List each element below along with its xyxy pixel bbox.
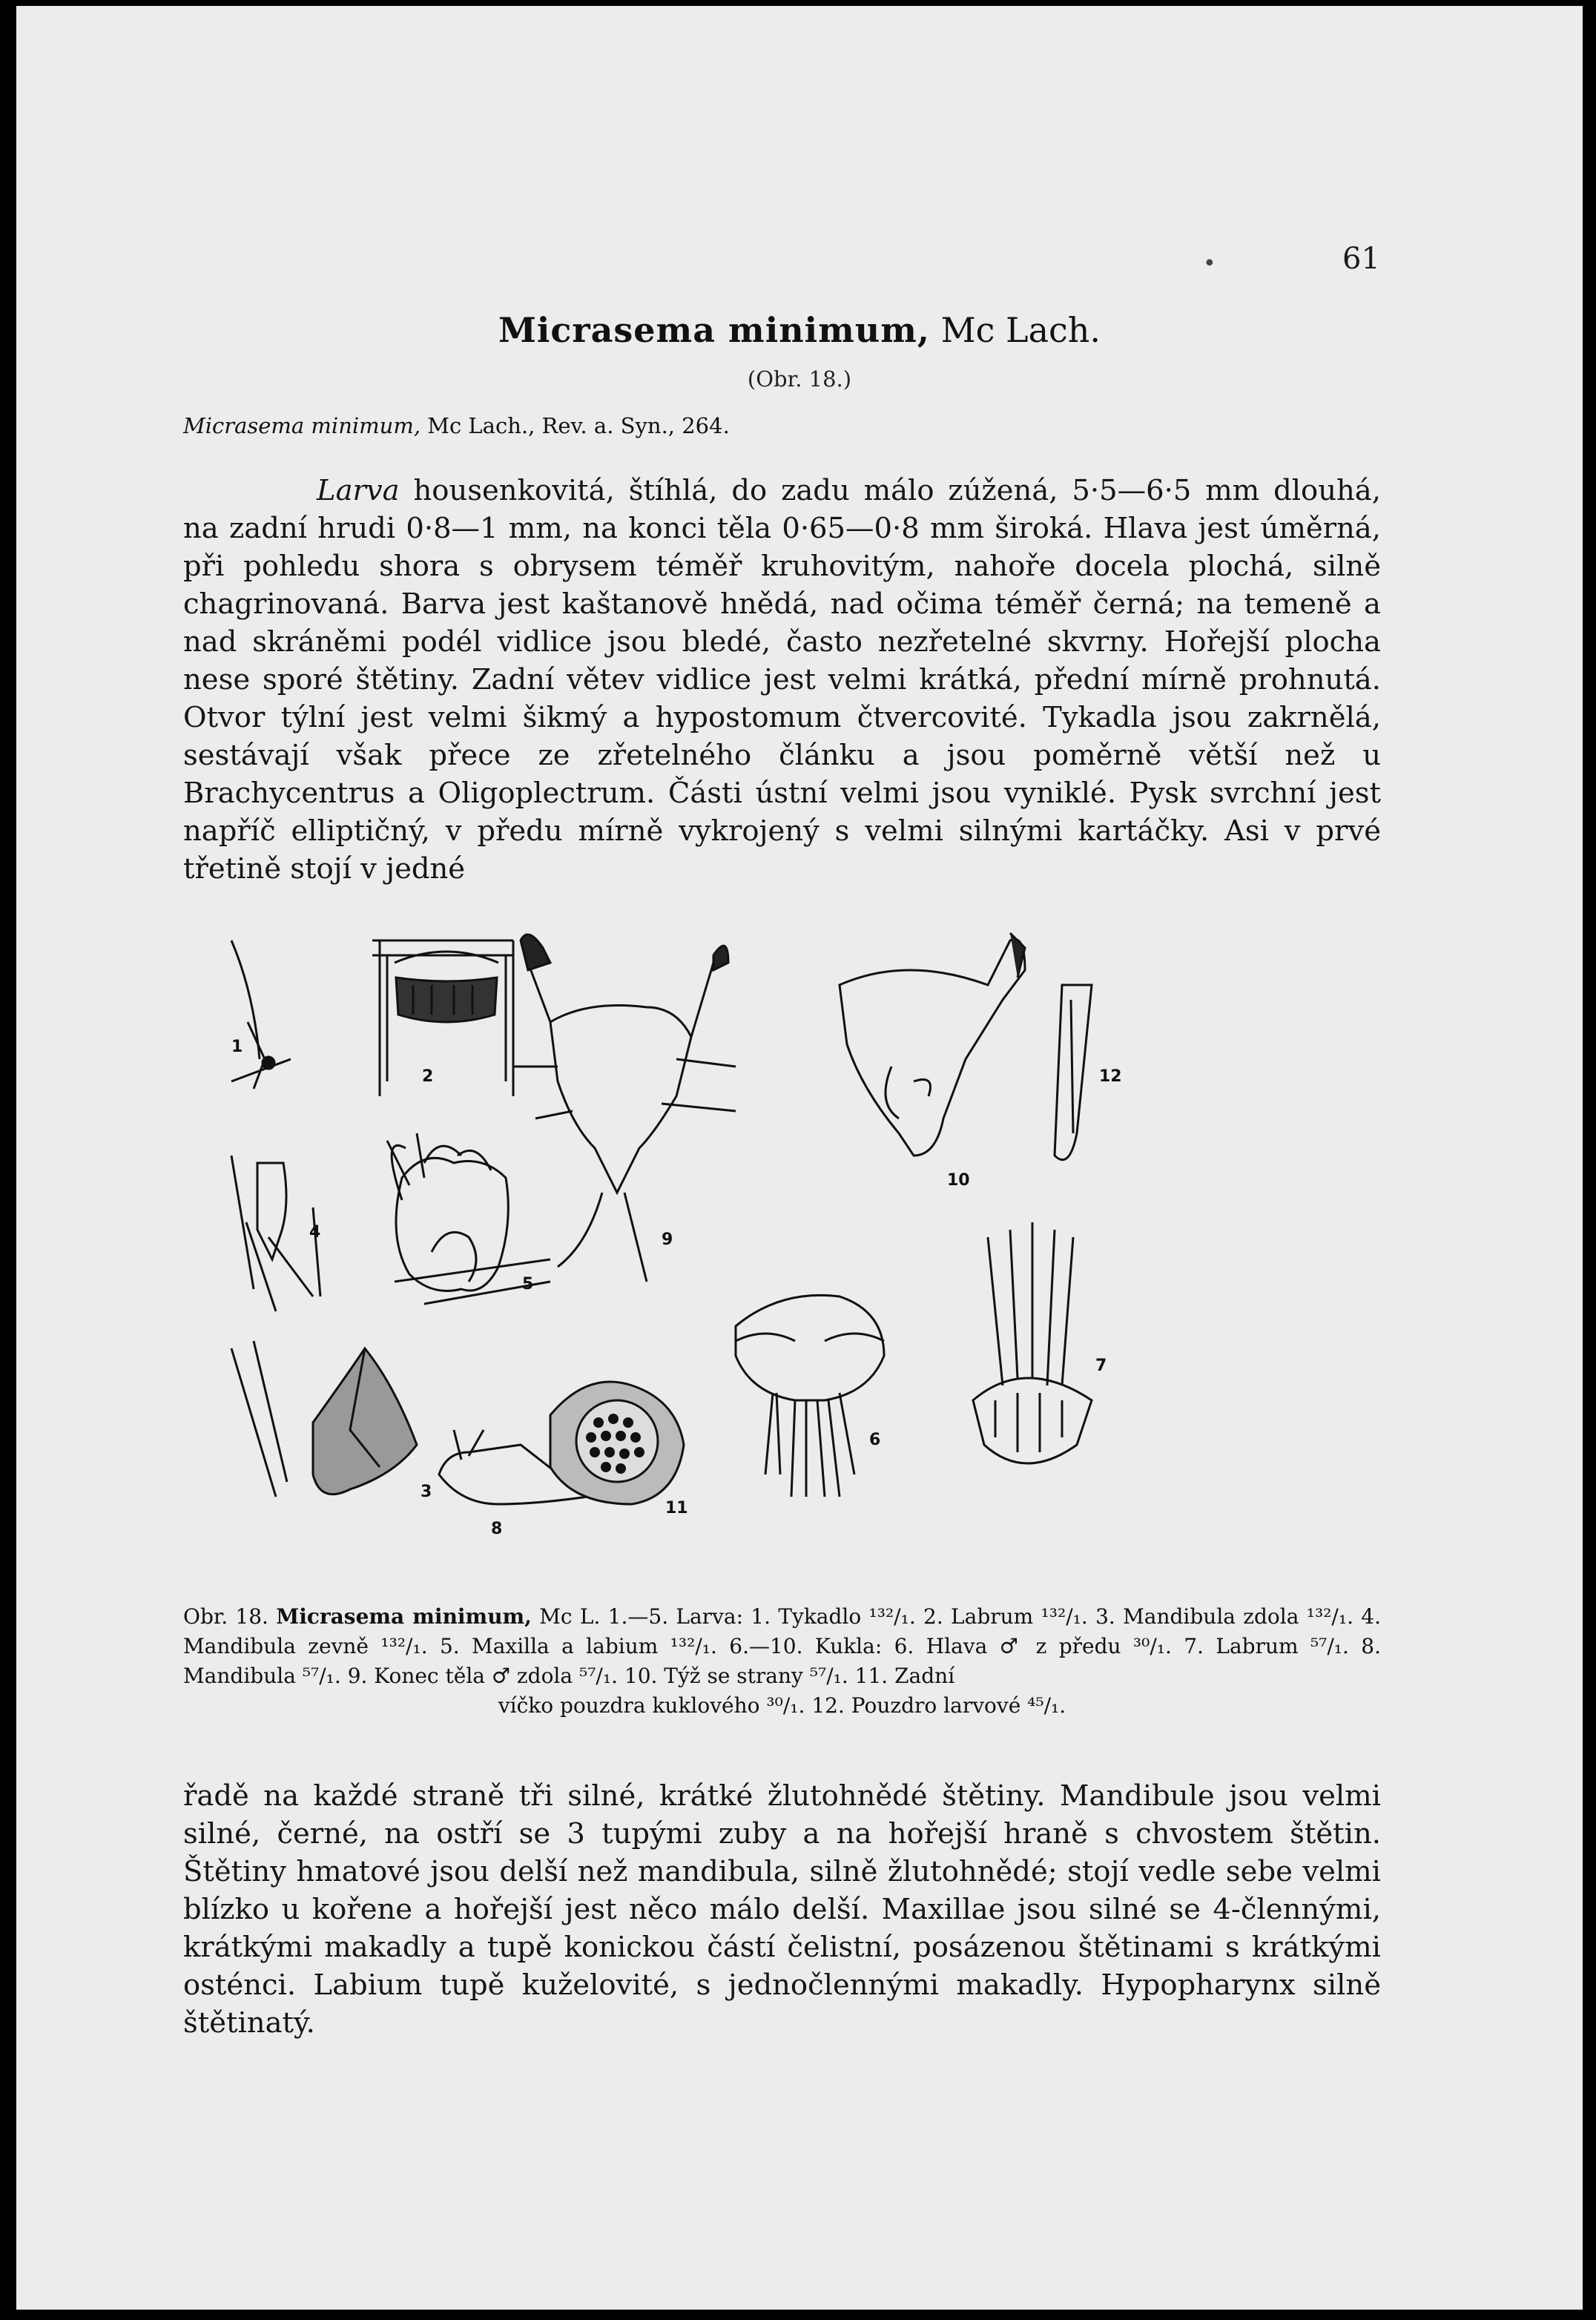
caption-species: Micrasema minimum, (276, 1604, 532, 1629)
fig-label-8: 8 (491, 1520, 503, 1538)
fig-11-pupal-lid (550, 1382, 688, 1517)
fig-5-maxilla-labium (387, 1133, 550, 1304)
caption-line-2: víčko pouzdra kuklového ³⁰/₁. 12. Pouzdro larvové ⁴⁵/₁. (498, 1693, 1066, 1718)
fig-label-3: 3 (421, 1483, 432, 1501)
fig-2-labrum (372, 940, 513, 1096)
print-dot: • (1203, 251, 1216, 277)
fig-label-1: 1 (231, 1038, 243, 1056)
fig-label-6: 6 (869, 1431, 881, 1449)
fig-label-9: 9 (662, 1230, 673, 1249)
caption-line-1: Mc L. 1.—5. Larva: 1. Tykadlo ¹³²/₁. 2. Labrum ¹³²/₁. 3. Mandibula zdola ¹³²/₁. 4. Mandibula zevně ¹³²/₁. 5. Maxilla a labium ¹³²/₁. 6.—10. Kukla: 6. Hlava ♂ z předu ³⁰/₁. 7. Labrum ⁵⁷/₁. 8. Mandibula ⁵⁷/₁. 9. Konec těla ♂ zdola ⁵⁷/₁. 10. Týž se strany ⁵⁷/₁. 11. Zadní (183, 1604, 1381, 1688)
paragraph-1 (183, 472, 1381, 888)
paragraph-2 (183, 1777, 1381, 2042)
figure-caption (183, 1602, 1381, 1721)
fig-10-body-end-side (840, 933, 1025, 1190)
page-number: 61 (1342, 242, 1380, 276)
caption-lead: Obr. 18. (183, 1604, 268, 1629)
fig-label-12: 12 (1099, 1067, 1122, 1086)
fig-label-5: 5 (522, 1275, 534, 1294)
fig-3-mandible-below (231, 1341, 432, 1501)
fig-label-11: 11 (665, 1499, 688, 1517)
paragraph-1-text: housenkovitá, štíhlá, do zadu málo zúžená, 5·5—6·5 mm dlouhá, na zadní hrudi 0·8—1 mm, na konci těla 0·65—0·8 mm široká. Hlava jest úměrná, při pohledu shora s obrysem téměř kruhovitým, nahoře docela plochá, silně chagrinovaná. Barva jest kaštanově hnědá, nad očima téměř černá; na temeně a nad skráněmi podél vidlice jsou bledé, často nezřetelné skvrny. Hořejší plocha nese sporé štětiny. Zadní větev vidlice jest velmi krátká, přední mírně prohnutá. Otvor týlní jest velmi šikmý a hypostomum čtvercovité. Tykadla jsou zakrnělá, sestávají však přece ze zřetelného článku a jsou poměrně větší než u Brachycentrus a Oligoplectrum. Části ústní velmi jsou vyniklé. Pysk svrchní jest napříč elliptičný, v předu mírně vykrojený s velmi silnými kartáčky. Asi v prvé třetině stojí v jedné (183, 474, 1381, 886)
fig-1-antenna (231, 940, 291, 1089)
paragraph-1-lead: Larva (317, 474, 400, 507)
species-title (16, 310, 1583, 350)
fig-label-2: 2 (422, 1067, 434, 1086)
fig-label-4: 4 (309, 1223, 321, 1242)
paragraph-2-text: řadě na každé straně tři silné, krátké žlutohnědé štětiny. Mandibule jsou velmi silné, černé, na ostří se 3 tupými zuby a na hořejší hraně s chvostem štětin. Štětiny hmatové jsou delší než mandibula, silně žlutohnědé; stojí vedle sebe velmi blízko u kořene a hořejší jest něco málo delší. Maxillae jsou silné se 4-člennými, krátkými makadly a tupě konickou částí čelistní, posázenou štětinami s krátkými osténci. Labium tupě kuželovité, s jednočlennými makadly. Hypopharynx silně štětinatý. (183, 1779, 1381, 2040)
fig-12-larval-case (1055, 985, 1122, 1160)
species-author: Mc Lach. (940, 310, 1101, 350)
fig-6-pupal-head (736, 1295, 884, 1497)
species-name: Micrasema minimum, (498, 310, 930, 350)
literature-reference (183, 413, 730, 438)
reference-text: Mc Lach., Rev. a. Syn., 264. (427, 413, 730, 438)
page (16, 6, 1583, 2310)
fig-9-body-end (513, 935, 736, 1282)
fig-label-10: 10 (947, 1171, 970, 1190)
fig-4-mandible-side (231, 1156, 320, 1311)
reference-name: Micrasema minimum, (183, 413, 421, 438)
fig-label-7: 7 (1095, 1357, 1107, 1375)
figure-18 (202, 911, 1418, 1556)
fig-7-pupal-labrum (973, 1222, 1107, 1463)
figure-reference: (Obr. 18.) (747, 366, 852, 392)
